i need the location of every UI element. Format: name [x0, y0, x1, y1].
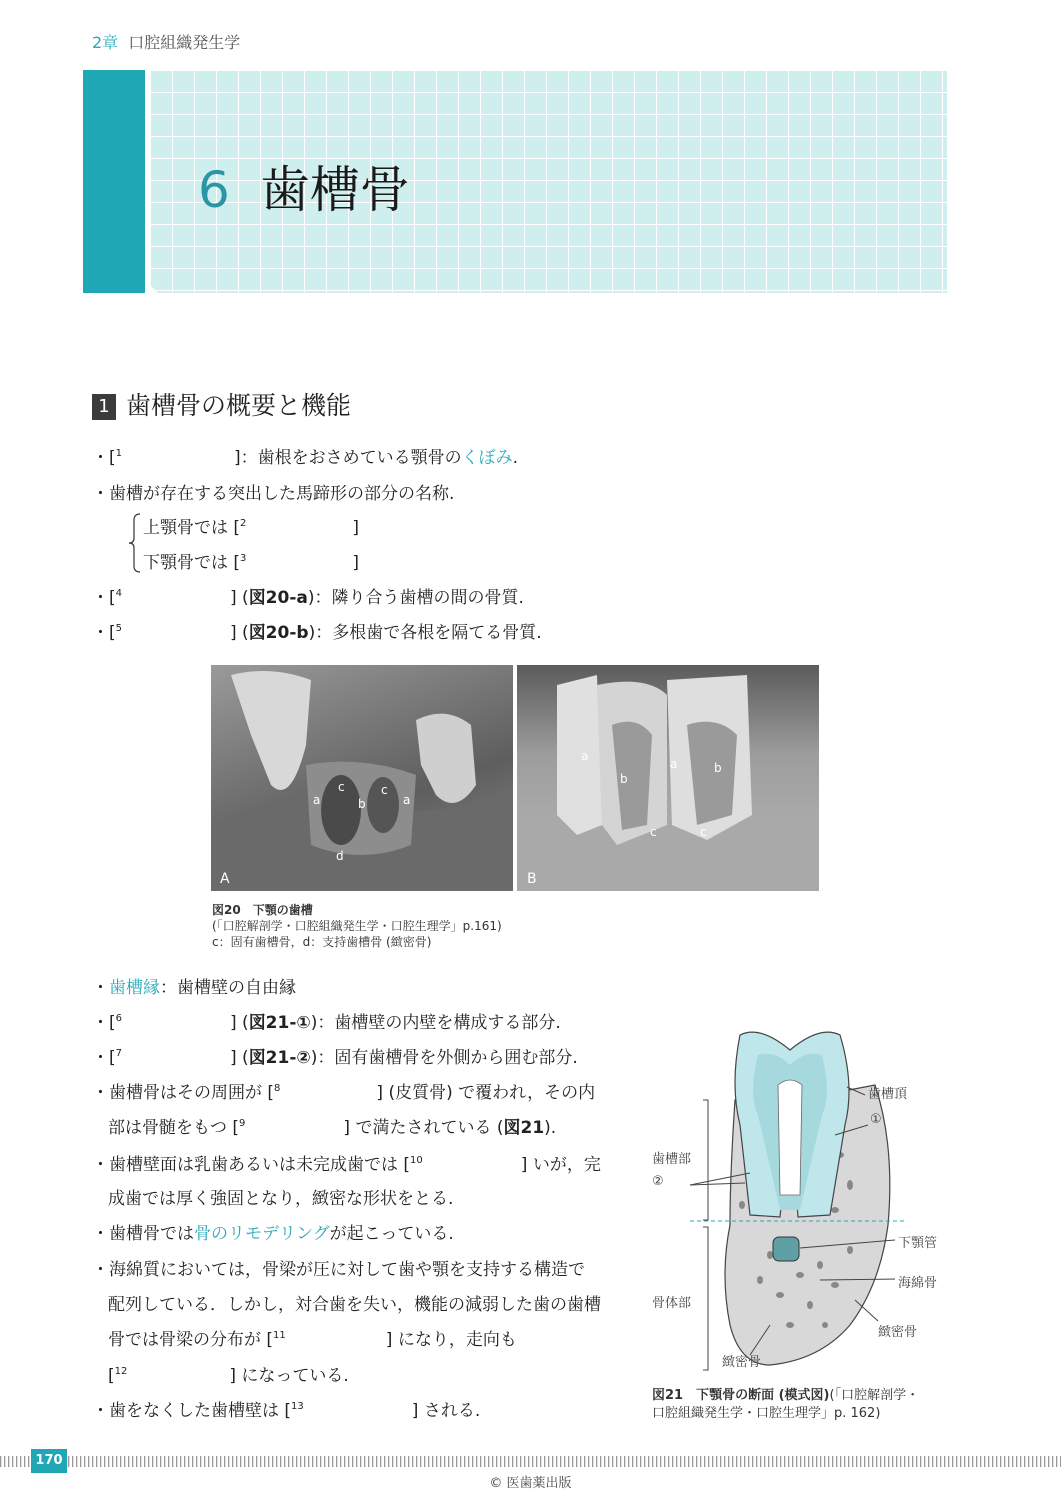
copyright: © 医歯薬出版: [489, 1476, 572, 1491]
fig21-caption-source: 口腔組織発生学・口腔生理学」p. 162): [652, 1406, 881, 1421]
label-compact-bottom: 緻密骨: [722, 1355, 762, 1370]
line-16: 配列している．しかし，対合歯を失い，機能の減弱した歯の歯槽: [108, 1295, 601, 1315]
label-spongy: 海綿骨: [898, 1276, 938, 1291]
photo-label: c: [650, 825, 657, 839]
line-7: ・歯槽縁：歯槽壁の自由縁: [92, 978, 296, 998]
photo-label: b: [714, 761, 722, 775]
fig21-caption: 図21 下顎骨の断面 (模式図)(「口腔解剖学・: [652, 1388, 920, 1403]
photo-label: c: [700, 825, 707, 839]
line-19: ・歯をなくした歯槽壁は [$^{13}$ ] される.: [92, 1401, 481, 1421]
label-canal: 下顎管: [898, 1236, 938, 1251]
line-9: ・[$^7$ ] (図21-②)：固有歯槽骨を外側から囲む部分.: [92, 1048, 578, 1068]
line-2: ・歯槽が存在する突出した馬蹄形の部分の名称.: [92, 484, 455, 504]
line-14: ・歯槽骨では骨のリモデリングが起こっている.: [92, 1224, 454, 1244]
fig20-caption-title: 図20 下顎の歯槽: [212, 903, 313, 917]
line-8: ・[$^6$ ] (図21-①)：歯槽壁の内壁を構成する部分.: [92, 1013, 561, 1033]
line-17: 骨では骨梁の分布が [$^{11}$ ] になり，走向も: [108, 1330, 517, 1350]
figure-20-photo-b: [517, 665, 819, 891]
photo-label: c: [338, 780, 345, 794]
section-heading: [92, 386, 351, 422]
photo-b-illustration: [517, 665, 819, 891]
photo-label: a: [313, 793, 321, 807]
photo-label: b: [620, 772, 628, 786]
label-two: ②: [652, 1174, 664, 1189]
line-18: [$^{12}$ ] になっている.: [108, 1366, 349, 1386]
label-compact-right: 緻密骨: [878, 1325, 918, 1340]
line-15: ・海綿質においては，骨梁が圧に対して歯や顎を支持する構造で: [92, 1260, 585, 1280]
photo-label: a: [581, 749, 589, 763]
title-text: 歯槽骨: [259, 161, 410, 219]
photo-label: d: [336, 849, 344, 863]
fig20-caption-source: (「口腔解剖学・口腔組織発生学・口腔生理学」p.161): [212, 919, 502, 933]
line-1: ・[$^1$ ]：歯根をおさめている顎骨のくぼみ.: [92, 448, 519, 468]
brace: [128, 512, 142, 574]
line-10: ・歯槽骨はその周囲が [$^8$ ] (皮質骨) で覆われ，その内: [92, 1083, 596, 1103]
label-crest: 歯槽頂: [868, 1087, 908, 1102]
panel-label-b: B: [527, 871, 537, 887]
footer-tick-bar: [0, 1450, 1061, 1472]
title-side-bar: [83, 70, 145, 293]
title-number: 6: [198, 161, 230, 219]
line-6: ・[$^5$ ] (図20-b)：多根歯で各根を隔てる骨質.: [92, 623, 542, 643]
page-title: [198, 150, 410, 222]
line-13: 成歯では厚く強固となり，緻密な形状をとる.: [108, 1189, 454, 1209]
line-3: 上顎骨では [$^2$ ]: [143, 518, 360, 538]
chapter-title: 口腔組織発生学: [128, 33, 241, 52]
line-4: 下顎骨では [$^3$ ]: [143, 553, 360, 573]
photo-label: b: [358, 797, 366, 811]
label-alveolar-part: 歯槽部: [652, 1152, 692, 1167]
photo-a-illustration: [211, 665, 513, 891]
photo-label: a: [403, 793, 411, 807]
line-12: ・歯槽壁面は乳歯あるいは未完成歯では [$^{10}$ ] いが，完: [92, 1155, 601, 1175]
label-body-part: 骨体部: [652, 1296, 692, 1311]
line-11: 部は骨髄をもつ [$^9$ ] で満たされている (図21).: [108, 1118, 557, 1138]
photo-label: c: [381, 783, 388, 797]
running-header: [92, 30, 240, 53]
line-5: ・[$^4$ ] (図20-a)：隣り合う歯槽の間の骨質.: [92, 588, 524, 608]
section-title: 歯槽骨の概要と機能: [126, 391, 352, 420]
panel-label-a: A: [220, 871, 230, 887]
fig20-caption-note: c：固有歯槽骨，d：支持歯槽骨 (緻密骨): [212, 935, 432, 949]
chapter-number: 2章: [92, 33, 119, 52]
bar-notch: [140, 280, 162, 296]
photo-label: a: [670, 757, 678, 771]
label-one: ①: [870, 1112, 882, 1127]
section-number: 1: [92, 394, 116, 420]
page-number: 170: [31, 1449, 67, 1473]
figure-20-photo-a: [211, 665, 513, 891]
